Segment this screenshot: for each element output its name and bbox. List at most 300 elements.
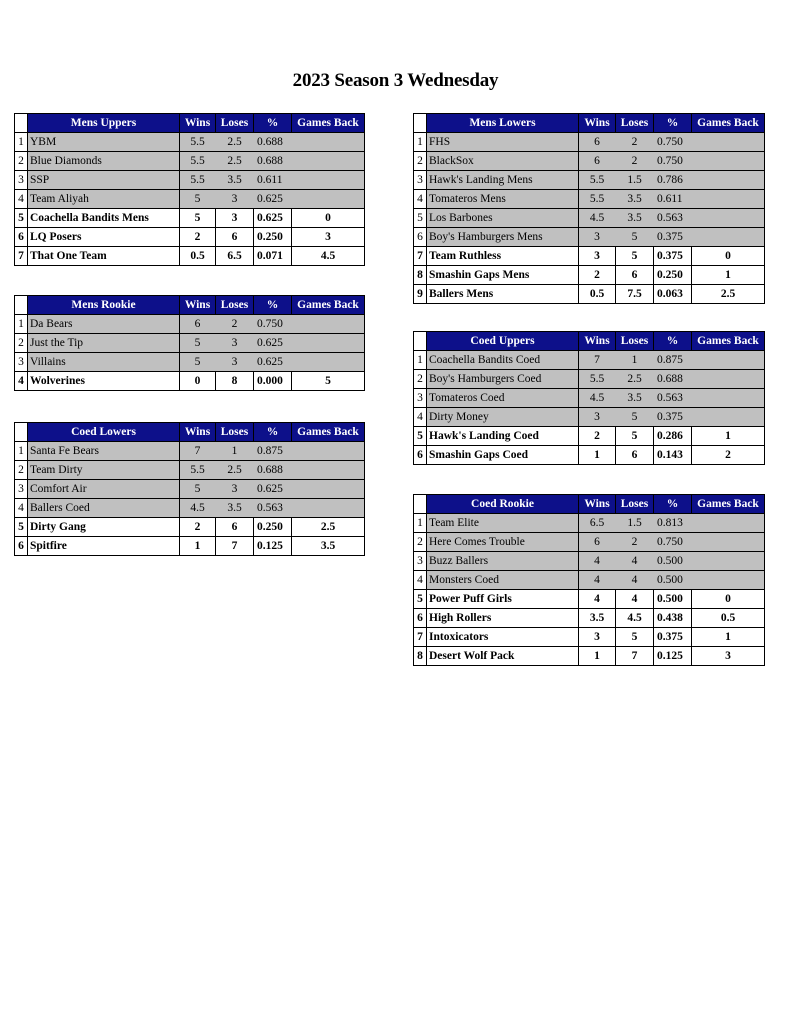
rank-cell: 1	[414, 133, 427, 152]
table-row	[414, 427, 765, 446]
table-header-row	[15, 114, 365, 133]
loses-header: Loses	[616, 495, 654, 514]
rank-cell: 2	[15, 461, 28, 480]
table-header-row	[414, 495, 765, 514]
rank-cell: 3	[414, 171, 427, 190]
rank-cell: 6	[414, 609, 427, 628]
wins-cell: 1	[579, 647, 616, 666]
games-back-cell: 2	[692, 446, 765, 465]
team-name-cell: Tomateros Coed	[427, 389, 579, 408]
wins-cell: 7	[579, 351, 616, 370]
pct-header: %	[654, 495, 692, 514]
wins-cell: 1	[579, 446, 616, 465]
games-back-cell	[692, 209, 765, 228]
wins-cell: 5.5	[180, 171, 216, 190]
games-back-cell: 5	[292, 372, 365, 391]
loses-cell: 8	[216, 372, 254, 391]
team-name-cell: Team Ruthless	[427, 247, 579, 266]
rank-cell: 3	[15, 171, 28, 190]
standings-table-mens-rookie	[14, 295, 365, 391]
wins-cell: 5.5	[579, 190, 616, 209]
win-pct-cell: 0.688	[254, 133, 292, 152]
rank-cell: 7	[15, 247, 28, 266]
games-back-cell	[692, 533, 765, 552]
loses-cell: 2.5	[216, 461, 254, 480]
team-name-cell: Boy's Hamburgers Mens	[427, 228, 579, 247]
table-row	[414, 370, 765, 389]
loses-cell: 3	[216, 480, 254, 499]
table-row	[414, 389, 765, 408]
loses-header: Loses	[216, 296, 254, 315]
loses-cell: 6	[616, 446, 654, 465]
rank-cell: 2	[414, 152, 427, 171]
wins-cell: 4	[579, 552, 616, 571]
games-back-cell	[292, 315, 365, 334]
wins-cell: 5.5	[180, 461, 216, 480]
loses-header: Loses	[616, 332, 654, 351]
loses-header: Loses	[216, 114, 254, 133]
team-name-cell: Desert Wolf Pack	[427, 647, 579, 666]
team-name-cell: Smashin Gaps Coed	[427, 446, 579, 465]
rank-cell: 6	[15, 537, 28, 556]
loses-cell: 2	[616, 533, 654, 552]
table-row	[414, 285, 765, 304]
team-name-cell: Coachella Bandits Mens	[28, 209, 180, 228]
loses-cell: 5	[616, 408, 654, 427]
division-title: Coed Lowers	[28, 423, 180, 442]
table-header-row	[15, 423, 365, 442]
table-row	[414, 247, 765, 266]
win-pct-cell: 0.611	[254, 171, 292, 190]
games-back-cell	[692, 370, 765, 389]
win-pct-cell: 0.438	[654, 609, 692, 628]
table-row	[15, 133, 365, 152]
rank-cell: 5	[15, 209, 28, 228]
team-name-cell: Team Aliyah	[28, 190, 180, 209]
table-row	[414, 152, 765, 171]
loses-header: Loses	[616, 114, 654, 133]
win-pct-cell: 0.563	[654, 209, 692, 228]
table-row	[15, 518, 365, 537]
win-pct-cell: 0.813	[654, 514, 692, 533]
win-pct-cell: 0.625	[254, 334, 292, 353]
table-row	[15, 353, 365, 372]
table-row	[414, 609, 765, 628]
games-back-cell: 2.5	[292, 518, 365, 537]
win-pct-cell: 0.625	[254, 209, 292, 228]
rank-cell: 2	[414, 370, 427, 389]
games-back-cell	[692, 171, 765, 190]
wins-cell: 3.5	[579, 609, 616, 628]
games-back-cell: 1	[692, 266, 765, 285]
wins-header: Wins	[180, 296, 216, 315]
win-pct-cell: 0.611	[654, 190, 692, 209]
win-pct-cell: 0.063	[654, 285, 692, 304]
games-back-cell: 0	[292, 209, 365, 228]
table-row	[414, 552, 765, 571]
win-pct-cell: 0.375	[654, 628, 692, 647]
table-row	[414, 628, 765, 647]
table-row	[15, 171, 365, 190]
table-row	[15, 442, 365, 461]
rank-cell: 3	[414, 389, 427, 408]
team-name-cell: Power Puff Girls	[427, 590, 579, 609]
team-name-cell: Coachella Bandits Coed	[427, 351, 579, 370]
table-header-row	[414, 114, 765, 133]
table-row	[15, 315, 365, 334]
win-pct-cell: 0.875	[654, 351, 692, 370]
wins-cell: 4.5	[579, 209, 616, 228]
rank-cell: 4	[15, 190, 28, 209]
table-row	[414, 209, 765, 228]
team-name-cell: Hawk's Landing Mens	[427, 171, 579, 190]
rank-cell: 7	[414, 628, 427, 647]
games-back-cell: 3.5	[292, 537, 365, 556]
wins-cell: 5.5	[579, 370, 616, 389]
games-back-header: Games Back	[292, 423, 365, 442]
loses-cell: 3.5	[616, 209, 654, 228]
wins-cell: 6.5	[579, 514, 616, 533]
rank-cell: 1	[15, 133, 28, 152]
wins-cell: 2	[579, 427, 616, 446]
wins-cell: 3	[579, 408, 616, 427]
wins-cell: 0.5	[180, 247, 216, 266]
page-title: 2023 Season 3 Wednesday	[292, 70, 499, 91]
loses-cell: 2.5	[216, 133, 254, 152]
loses-cell: 2	[616, 133, 654, 152]
loses-cell: 1.5	[616, 514, 654, 533]
team-name-cell: Dirty Money	[427, 408, 579, 427]
team-name-cell: Da Bears	[28, 315, 180, 334]
games-back-cell: 1	[692, 427, 765, 446]
loses-cell: 4	[616, 552, 654, 571]
pct-header: %	[654, 332, 692, 351]
wins-cell: 6	[579, 533, 616, 552]
pct-header: %	[254, 114, 292, 133]
loses-cell: 2	[616, 152, 654, 171]
loses-cell: 7.5	[616, 285, 654, 304]
rank-cell: 4	[414, 571, 427, 590]
wins-cell: 0	[180, 372, 216, 391]
wins-cell: 5	[180, 353, 216, 372]
rank-cell: 4	[15, 499, 28, 518]
pct-header: %	[254, 296, 292, 315]
wins-cell: 3	[579, 628, 616, 647]
loses-cell: 6	[216, 518, 254, 537]
rank-cell: 3	[15, 480, 28, 499]
wins-cell: 0.5	[579, 285, 616, 304]
games-back-cell	[292, 190, 365, 209]
loses-cell: 5	[616, 247, 654, 266]
table-row	[414, 228, 765, 247]
games-back-cell: 0	[692, 590, 765, 609]
win-pct-cell: 0.250	[254, 518, 292, 537]
team-name-cell: Dirty Gang	[28, 518, 180, 537]
wins-cell: 4	[579, 590, 616, 609]
table-row	[414, 266, 765, 285]
rank-header-cell	[15, 296, 28, 315]
games-back-cell	[292, 442, 365, 461]
rank-cell: 5	[15, 518, 28, 537]
loses-cell: 3.5	[216, 171, 254, 190]
table-row	[15, 152, 365, 171]
loses-cell: 3.5	[616, 190, 654, 209]
win-pct-cell: 0.750	[654, 152, 692, 171]
win-pct-cell: 0.750	[654, 133, 692, 152]
win-pct-cell: 0.375	[654, 228, 692, 247]
games-back-header: Games Back	[692, 495, 765, 514]
loses-cell: 4.5	[616, 609, 654, 628]
loses-cell: 2.5	[216, 152, 254, 171]
team-name-cell: Team Dirty	[28, 461, 180, 480]
table-header-row	[15, 296, 365, 315]
rank-header-cell	[414, 114, 427, 133]
wins-cell: 7	[180, 442, 216, 461]
wins-cell: 1	[180, 537, 216, 556]
games-back-cell: 3	[292, 228, 365, 247]
wins-cell: 5	[180, 480, 216, 499]
win-pct-cell: 0.786	[654, 171, 692, 190]
rank-cell: 8	[414, 647, 427, 666]
wins-cell: 3	[579, 228, 616, 247]
division-title: Mens Lowers	[427, 114, 579, 133]
team-name-cell: Boy's Hamburgers Coed	[427, 370, 579, 389]
table-row	[414, 590, 765, 609]
win-pct-cell: 0.375	[654, 408, 692, 427]
rank-header-cell	[15, 114, 28, 133]
games-back-cell	[692, 228, 765, 247]
team-name-cell: Buzz Ballers	[427, 552, 579, 571]
rank-cell: 2	[15, 334, 28, 353]
win-pct-cell: 0.000	[254, 372, 292, 391]
games-back-cell: 1	[692, 628, 765, 647]
team-name-cell: Villains	[28, 353, 180, 372]
table-header-row	[414, 332, 765, 351]
loses-cell: 7	[616, 647, 654, 666]
team-name-cell: Hawk's Landing Coed	[427, 427, 579, 446]
games-back-cell: 4.5	[292, 247, 365, 266]
rank-cell: 6	[15, 228, 28, 247]
wins-cell: 4	[579, 571, 616, 590]
rank-cell: 4	[15, 372, 28, 391]
table-row	[414, 351, 765, 370]
loses-cell: 3.5	[216, 499, 254, 518]
games-back-header: Games Back	[292, 296, 365, 315]
rank-cell: 2	[15, 152, 28, 171]
loses-cell: 6	[216, 228, 254, 247]
win-pct-cell: 0.250	[654, 266, 692, 285]
table-row	[15, 209, 365, 228]
team-name-cell: Tomateros Mens	[427, 190, 579, 209]
win-pct-cell: 0.071	[254, 247, 292, 266]
win-pct-cell: 0.750	[654, 533, 692, 552]
standings-table-mens-uppers	[14, 113, 365, 266]
win-pct-cell: 0.125	[654, 647, 692, 666]
games-back-cell	[692, 408, 765, 427]
loses-header: Loses	[216, 423, 254, 442]
team-name-cell: Los Barbones	[427, 209, 579, 228]
loses-cell: 3.5	[616, 389, 654, 408]
games-back-cell	[692, 571, 765, 590]
standings-table-mens-lowers	[413, 113, 765, 304]
table-row	[414, 533, 765, 552]
loses-cell: 5	[616, 628, 654, 647]
loses-cell: 1	[216, 442, 254, 461]
rank-cell: 9	[414, 285, 427, 304]
wins-cell: 4.5	[579, 389, 616, 408]
games-back-cell	[692, 389, 765, 408]
standings-table-coed-uppers	[413, 331, 765, 465]
division-title: Mens Uppers	[28, 114, 180, 133]
wins-cell: 6	[579, 152, 616, 171]
pct-header: %	[254, 423, 292, 442]
wins-cell: 3	[579, 247, 616, 266]
win-pct-cell: 0.875	[254, 442, 292, 461]
team-name-cell: FHS	[427, 133, 579, 152]
table-row	[414, 647, 765, 666]
team-name-cell: Here Comes Trouble	[427, 533, 579, 552]
loses-cell: 3	[216, 190, 254, 209]
loses-cell: 6.5	[216, 247, 254, 266]
table-row	[414, 571, 765, 590]
wins-cell: 5	[180, 334, 216, 353]
wins-cell: 5.5	[180, 133, 216, 152]
games-back-cell	[292, 133, 365, 152]
win-pct-cell: 0.125	[254, 537, 292, 556]
team-name-cell: Ballers Mens	[427, 285, 579, 304]
rank-cell: 7	[414, 247, 427, 266]
win-pct-cell: 0.625	[254, 480, 292, 499]
win-pct-cell: 0.563	[254, 499, 292, 518]
table-row	[15, 190, 365, 209]
wins-cell: 6	[180, 315, 216, 334]
team-name-cell: Just the Tip	[28, 334, 180, 353]
games-back-cell	[292, 480, 365, 499]
team-name-cell: Ballers Coed	[28, 499, 180, 518]
table-row	[414, 190, 765, 209]
win-pct-cell: 0.375	[654, 247, 692, 266]
team-name-cell: High Rollers	[427, 609, 579, 628]
table-row	[414, 408, 765, 427]
standings-table-coed-rookie	[413, 494, 765, 666]
team-name-cell: Intoxicators	[427, 628, 579, 647]
games-back-cell: 2.5	[692, 285, 765, 304]
games-back-cell: 0	[692, 247, 765, 266]
pct-header: %	[654, 114, 692, 133]
wins-header: Wins	[579, 114, 616, 133]
division-title: Coed Rookie	[427, 495, 579, 514]
loses-cell: 3	[216, 209, 254, 228]
games-back-header: Games Back	[292, 114, 365, 133]
rank-cell: 1	[15, 315, 28, 334]
table-row	[15, 228, 365, 247]
win-pct-cell: 0.143	[654, 446, 692, 465]
games-back-cell: 0.5	[692, 609, 765, 628]
win-pct-cell: 0.500	[654, 552, 692, 571]
table-row	[15, 480, 365, 499]
wins-header: Wins	[579, 495, 616, 514]
games-back-cell	[692, 133, 765, 152]
win-pct-cell: 0.625	[254, 190, 292, 209]
standings-table-coed-lowers	[14, 422, 365, 556]
table-row	[15, 537, 365, 556]
rank-cell: 8	[414, 266, 427, 285]
games-back-cell	[692, 552, 765, 571]
loses-cell: 3	[216, 353, 254, 372]
games-back-cell	[292, 171, 365, 190]
wins-cell: 2	[579, 266, 616, 285]
wins-cell: 5.5	[180, 152, 216, 171]
rank-header-cell	[414, 495, 427, 514]
division-title: Mens Rookie	[28, 296, 180, 315]
rank-cell: 1	[414, 351, 427, 370]
wins-cell: 6	[579, 133, 616, 152]
games-back-cell	[292, 499, 365, 518]
games-back-cell: 3	[692, 647, 765, 666]
loses-cell: 6	[616, 266, 654, 285]
games-back-cell	[692, 190, 765, 209]
table-row	[414, 171, 765, 190]
win-pct-cell: 0.625	[254, 353, 292, 372]
loses-cell: 3	[216, 334, 254, 353]
rank-cell: 4	[414, 408, 427, 427]
loses-cell: 5	[616, 228, 654, 247]
games-back-cell	[292, 152, 365, 171]
loses-cell: 1.5	[616, 171, 654, 190]
team-name-cell: BlackSox	[427, 152, 579, 171]
wins-header: Wins	[180, 114, 216, 133]
wins-header: Wins	[579, 332, 616, 351]
loses-cell: 7	[216, 537, 254, 556]
games-back-cell	[692, 514, 765, 533]
table-row	[15, 247, 365, 266]
team-name-cell: SSP	[28, 171, 180, 190]
win-pct-cell: 0.750	[254, 315, 292, 334]
table-row	[15, 372, 365, 391]
games-back-cell	[292, 461, 365, 480]
team-name-cell: Smashin Gaps Mens	[427, 266, 579, 285]
team-name-cell: Spitfire	[28, 537, 180, 556]
loses-cell: 1	[616, 351, 654, 370]
win-pct-cell: 0.250	[254, 228, 292, 247]
team-name-cell: YBM	[28, 133, 180, 152]
win-pct-cell: 0.563	[654, 389, 692, 408]
wins-cell: 5.5	[579, 171, 616, 190]
loses-cell: 4	[616, 590, 654, 609]
games-back-cell	[292, 353, 365, 372]
win-pct-cell: 0.286	[654, 427, 692, 446]
wins-cell: 5	[180, 190, 216, 209]
wins-cell: 2	[180, 228, 216, 247]
team-name-cell: Team Elite	[427, 514, 579, 533]
table-row	[414, 514, 765, 533]
rank-cell: 5	[414, 427, 427, 446]
wins-cell: 5	[180, 209, 216, 228]
rank-header-cell	[414, 332, 427, 351]
rank-cell: 6	[414, 228, 427, 247]
rank-cell: 1	[15, 442, 28, 461]
win-pct-cell: 0.500	[654, 590, 692, 609]
rank-cell: 2	[414, 533, 427, 552]
team-name-cell: Santa Fe Bears	[28, 442, 180, 461]
rank-cell: 1	[414, 514, 427, 533]
rank-cell: 3	[15, 353, 28, 372]
win-pct-cell: 0.688	[254, 152, 292, 171]
rank-cell: 4	[414, 190, 427, 209]
table-row	[15, 334, 365, 353]
loses-cell: 4	[616, 571, 654, 590]
team-name-cell: Wolverines	[28, 372, 180, 391]
